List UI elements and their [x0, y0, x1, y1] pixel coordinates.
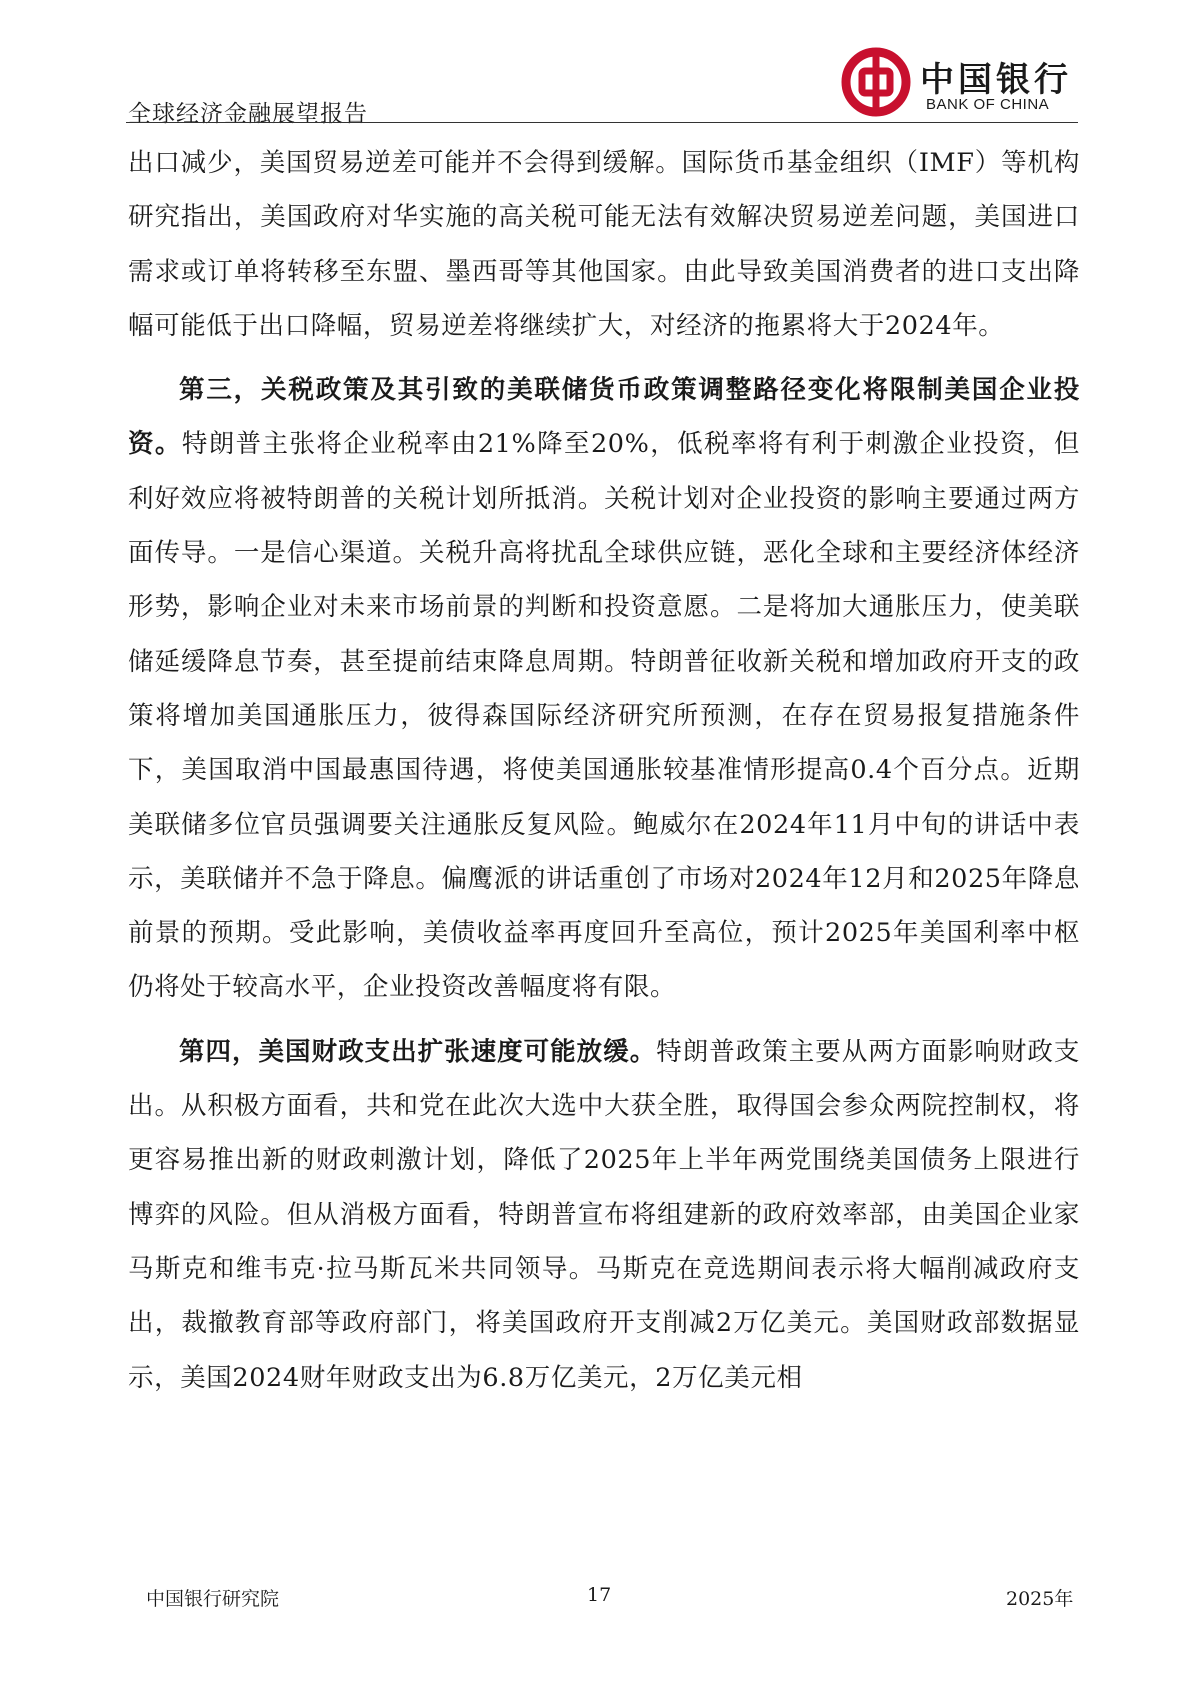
- bank-of-china-emblem-icon: [840, 46, 912, 118]
- footer-year: 2025年: [1006, 1588, 1074, 1610]
- page-number: 17: [587, 1584, 612, 1606]
- header-divider: [126, 122, 1078, 123]
- paragraph-fiscal-spending: [128, 1025, 1080, 1405]
- footer-institute: 中国银行研究院: [146, 1588, 280, 1610]
- bank-logo: [838, 46, 1078, 120]
- logo-english-name: BANK OF CHINA: [926, 96, 1050, 113]
- paragraph-trade-deficit: 出口减少，美国贸易逆差可能并不会得到缓解。国际货币基金组织（IMF）等机构研究指出，美国政府对华实施的高关税可能无法有效解决贸易逆差问题，美国进口需求或订单将转移至东盟、墨西哥等其他国家。由此导致美国消费者的进口支出降幅可能低于出口降幅，贸易逆差将继续扩大，对经济的拖累将大于2024年。: [128, 148, 1080, 341]
- paragraph-lead-third: 第三，关税政策及其引致的美联储货币政策调整路径变化将限制美国企业投资。: [128, 375, 1080, 460]
- logo-chinese-name: 中国银行: [920, 60, 1072, 100]
- document-body: [128, 136, 1080, 1405]
- paragraph-text-third: 特朗普主张将企业税率由21%降至20%，低税率将有利于刺激企业投资，但利好效应将被特朗普的关税计划所抵消。关税计划对企业投资的影响主要通过两方面传导。一是信心渠道。关税升高将扰乱全球供应链，恶化全球和主要经济体经济形势，影响企业对未来市场前景的判断和投资意愿。二是将加大通胀压力，使美联储延缓降息节奏，甚至提前结束降息周期。特朗普征收新关税和增加政府开支的政策将增加美国通胀压力，彼得森国际经济研究所预测，在存在贸易报复措施条件下，美国取消中国最惠国待遇，将使美国通胀较基准情形提高0.4个百分点。近期美联储多位官员强调要关注通胀反复风险。鲍威尔在2024年11月中旬的讲话中表示，美联储并不急于降息。偏鹰派的讲话重创了市场对2024年12月和2025年降息前景的预期。受此影响，美债收益率再度回升至高位，预计2025年美国利率中枢仍将处于较高水平，企业投资改善幅度将有限。: [128, 429, 1081, 1003]
- report-title: 全球经济金融展望报告: [128, 101, 368, 127]
- paragraph-text-fourth: 特朗普政策主要从两方面影响财政支出。从积极方面看，共和党在此次大选中大获全胜，取得国会参众两院控制权，将更容易推出新的财政刺激计划，降低了2025年上半年两党围绕美国债务上限进行博弈的风险。但从消极方面看，特朗普宣布将组建新的政府效率部，由美国企业家马斯克和维韦克·拉马斯瓦米共同领导。马斯克在竞选期间表示将大幅削减政府支出，裁撤教育部等政府部门，将美国政府开支削减2万亿美元。美国财政部数据显示，美国2024财年财政支出为6.8万亿美元，2万亿美元相: [128, 1036, 1080, 1393]
- paragraph-lead-fourth: 第四，美国财政支出扩张速度可能放缓。: [179, 1036, 657, 1067]
- paragraph-corporate-investment: [128, 363, 1080, 1015]
